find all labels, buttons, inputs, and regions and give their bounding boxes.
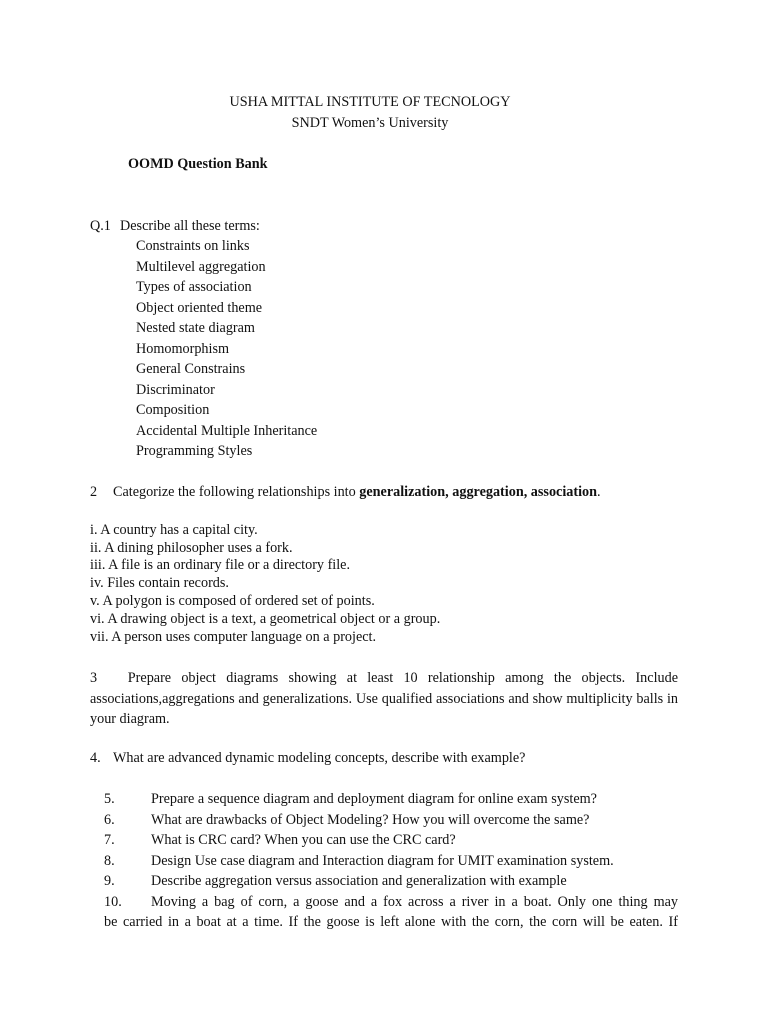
question-number: 10. [104, 894, 122, 910]
q1-term: Multilevel aggregation [136, 259, 266, 275]
q1-number: Q.1 [90, 218, 111, 234]
q1-term: Types of association [136, 279, 252, 295]
q4-number: 4. [90, 750, 101, 766]
q1-term: Accidental Multiple Inheritance [136, 423, 318, 439]
q2-item: vi. A drawing object is a text, a geometrical object or a group. [90, 611, 441, 627]
question-number: 8. [104, 853, 115, 869]
q1-term: General Constrains [136, 361, 246, 377]
q2-prompt: Categorize the following relationships into [113, 484, 360, 500]
q1-term: Constraints on links [136, 238, 250, 254]
q1-term: Nested state diagram [136, 320, 255, 336]
question-text: Prepare a sequence diagram and deployment diagram for online exam system? [151, 791, 597, 807]
q2-item: ii. A dining philosopher uses a fork. [90, 540, 293, 556]
q2-end: . [597, 484, 601, 500]
q2-number: 2 [90, 484, 98, 500]
q10-line-2: be carried in a boat at a time. If the goose is left alone with the corn, the corn will be eaten. If [104, 914, 678, 930]
q3-paragraph [90, 668, 678, 730]
page-title: OOMD Question Bank [128, 156, 268, 172]
q4-text: What are advanced dynamic modeling concepts, describe with example? [113, 750, 526, 766]
q2-item: iv. Files contain records. [90, 575, 229, 591]
university-name: SNDT Women’s University [291, 115, 449, 131]
question-number: 6. [104, 812, 115, 828]
q2-item: iii. A file is an ordinary file or a directory file. [90, 557, 351, 573]
q1-term: Homomorphism [136, 341, 230, 357]
question-text: Describe aggregation versus association and generalization with example [151, 873, 567, 889]
q2-bold-terms: generalization, aggregation, association [359, 484, 598, 500]
institute-name: USHA MITTAL INSTITUTE OF TECNOLOGY [229, 94, 511, 110]
q2-item: i. A country has a capital city. [90, 522, 258, 538]
q10-line-1: Moving a bag of corn, a goose and a fox across a river in a boat. Only one thing may [151, 894, 678, 910]
q1-prompt: Describe all these terms: [120, 218, 260, 234]
question-text: What are drawbacks of Object Modeling? How you will overcome the same? [151, 812, 590, 828]
q3-number: 3 [90, 670, 98, 686]
q1-term: Discriminator [136, 382, 215, 398]
q3-text: Prepare object diagrams showing at least 10 relationship among the objects. Include associations,aggregations and generalizations. Use qualified associations and show multiplicity balls in your diagram. [90, 670, 678, 727]
q1-term: Composition [136, 402, 210, 418]
question-number: 7. [104, 832, 115, 848]
q2-item: vii. A person uses computer language on a project. [90, 629, 377, 645]
q2-item: v. A polygon is composed of ordered set of points. [90, 593, 375, 609]
q1-term: Object oriented theme [136, 300, 263, 316]
question-text: What is CRC card? When you can use the CRC card? [151, 832, 456, 848]
q1-term: Programming Styles [136, 443, 253, 459]
question-number: 5. [104, 791, 115, 807]
question-number: 9. [104, 873, 115, 889]
question-text: Design Use case diagram and Interaction diagram for UMIT examination system. [151, 853, 614, 869]
q2-prompt-line [113, 484, 601, 501]
